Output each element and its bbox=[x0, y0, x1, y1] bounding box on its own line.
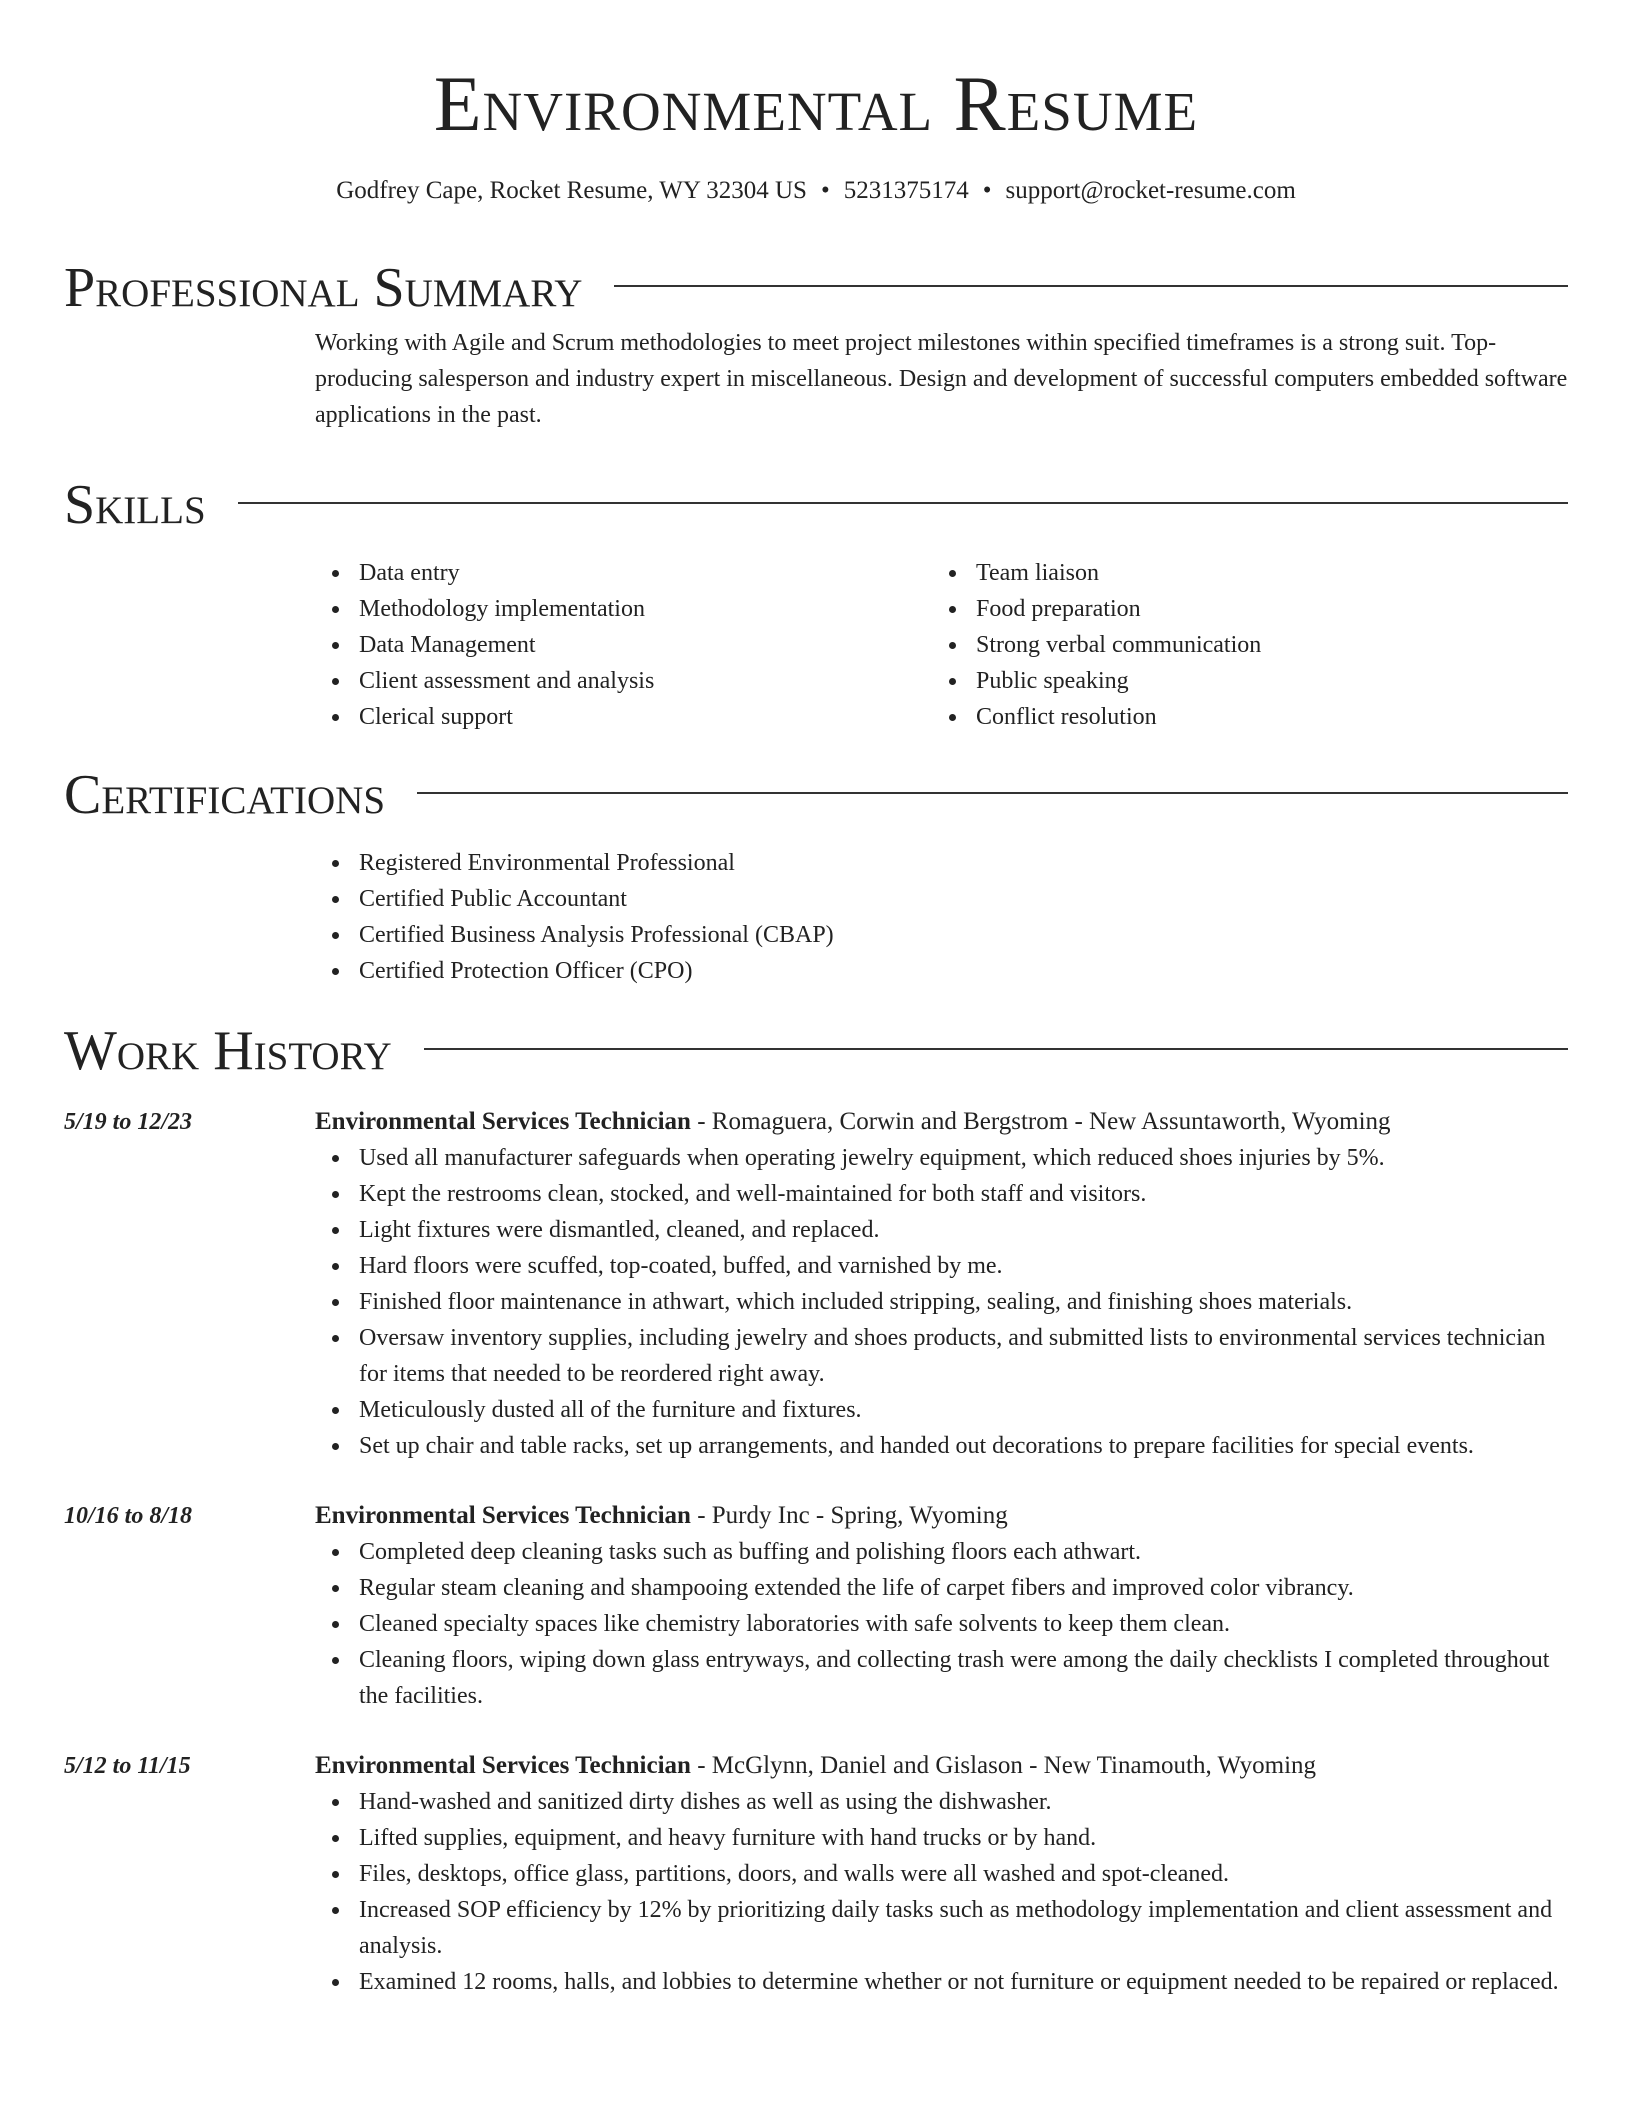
skill-item: Conflict resolution bbox=[932, 699, 1549, 735]
job-bullet: Light fixtures were dismantled, cleaned, and replaced. bbox=[315, 1212, 1568, 1248]
job-header bbox=[315, 1748, 1568, 1784]
contact-separator: • bbox=[982, 177, 992, 204]
job-entry bbox=[64, 1748, 1568, 2000]
contact-address: Godfrey Cape, Rocket Resume, WY 32304 US bbox=[336, 177, 807, 204]
skills-list-right bbox=[932, 555, 1549, 735]
job-dates: 5/12 to 11/15 bbox=[64, 1753, 191, 1779]
skill-item: Client assessment and analysis bbox=[315, 663, 932, 699]
skill-item: Team liaison bbox=[932, 555, 1549, 591]
job-bullet: Lifted supplies, equipment, and heavy furniture with hand trucks or by hand. bbox=[315, 1820, 1568, 1856]
skills-columns bbox=[315, 555, 1568, 735]
job-bullet: Hand-washed and sanitized dirty dishes as well as using the dishwasher. bbox=[315, 1784, 1568, 1820]
job-entry bbox=[64, 1104, 1568, 1464]
job-title: Environmental Services Technician bbox=[315, 1502, 691, 1529]
section-divider bbox=[424, 1048, 1568, 1050]
job-company-location: - Romaguera, Corwin and Bergstrom - New Assuntaworth, Wyoming bbox=[690, 1108, 1391, 1135]
job-bullet: Completed deep cleaning tasks such as buffing and polishing floors each athwart. bbox=[315, 1534, 1568, 1570]
job-bullet: Cleaning floors, wiping down glass entryways, and collecting trash were among the daily checklists I completed throughout the facilities. bbox=[315, 1642, 1568, 1714]
certifications-list bbox=[315, 845, 1568, 989]
skills-heading-row bbox=[64, 470, 1568, 540]
job-entry bbox=[64, 1498, 1568, 1714]
certifications-section bbox=[64, 760, 1568, 989]
certification-item: Registered Environmental Professional bbox=[315, 845, 1568, 881]
job-company-location: - McGlynn, Daniel and Gislason - New Tinamouth, Wyoming bbox=[690, 1752, 1317, 1779]
job-responsibilities bbox=[315, 1534, 1568, 1714]
section-divider bbox=[238, 502, 1568, 504]
job-bullet: Files, desktops, office glass, partitions, doors, and walls were all washed and spot-cleaned. bbox=[315, 1856, 1568, 1892]
skill-item: Food preparation bbox=[932, 591, 1549, 627]
job-bullet: Set up chair and table racks, set up arrangements, and handed out decorations to prepare facilities for special events. bbox=[315, 1428, 1568, 1464]
contact-email: support@rocket-resume.com bbox=[1005, 177, 1296, 204]
skill-item: Clerical support bbox=[315, 699, 932, 735]
job-content bbox=[315, 1104, 1568, 1464]
certification-item: Certified Business Analysis Professional (CBAP) bbox=[315, 917, 1568, 953]
job-bullet: Meticulously dusted all of the furniture and fixtures. bbox=[315, 1392, 1568, 1428]
job-content bbox=[315, 1748, 1568, 2000]
job-bullet: Increased SOP efficiency by 12% by prioritizing daily tasks such as methodology implementation and client assessment and analysis. bbox=[315, 1892, 1568, 1964]
job-dates: 5/19 to 12/23 bbox=[64, 1109, 193, 1135]
work-heading: Work History bbox=[64, 1020, 392, 1082]
summary-section bbox=[64, 253, 1568, 433]
certification-item: Certified Public Accountant bbox=[315, 881, 1568, 917]
certification-item: Certified Protection Officer (CPO) bbox=[315, 953, 1568, 989]
job-company-location: - Purdy Inc - Spring, Wyoming bbox=[690, 1502, 1008, 1529]
skill-item: Methodology implementation bbox=[315, 591, 932, 627]
job-bullet: Oversaw inventory supplies, including jewelry and shoes products, and submitted lists to environmental services technician for items that needed to be reordered right away. bbox=[315, 1320, 1568, 1392]
skills-section bbox=[64, 470, 1568, 735]
skill-item: Strong verbal communication bbox=[932, 627, 1549, 663]
summary-text: Working with Agile and Scrum methodologies to meet project milestones within specified timeframes is a strong suit. Top-producing salesperson and industry expert in miscellaneous. Design and development of successful computers embedded software applications in the past. bbox=[315, 330, 1568, 428]
contact-phone: 5231375174 bbox=[843, 177, 969, 204]
skill-item: Data entry bbox=[315, 555, 932, 591]
job-responsibilities bbox=[315, 1784, 1568, 2000]
skill-item: Public speaking bbox=[932, 663, 1549, 699]
skills-list-left bbox=[315, 555, 932, 735]
job-dates: 10/16 to 8/18 bbox=[64, 1503, 193, 1529]
job-bullet: Kept the restrooms clean, stocked, and well-maintained for both staff and visitors. bbox=[315, 1176, 1568, 1212]
summary-heading-row bbox=[64, 253, 1568, 323]
job-bullet: Regular steam cleaning and shampooing extended the life of carpet fibers and improved color vibrancy. bbox=[315, 1570, 1568, 1606]
job-bullet: Used all manufacturer safeguards when operating jewelry equipment, which reduced shoes injuries by 5%. bbox=[315, 1140, 1568, 1176]
job-title: Environmental Services Technician bbox=[315, 1108, 691, 1135]
work-heading-row bbox=[64, 1016, 1568, 1086]
skill-item: Data Management bbox=[315, 627, 932, 663]
job-bullet: Cleaned specialty spaces like chemistry laboratories with safe solvents to keep them clean. bbox=[315, 1606, 1568, 1642]
job-bullet: Hard floors were scuffed, top-coated, buffed, and varnished by me. bbox=[315, 1248, 1568, 1284]
job-title: Environmental Services Technician bbox=[315, 1752, 691, 1779]
resume-title: Environmental Resume bbox=[433, 60, 1199, 147]
work-history-section bbox=[64, 1016, 1568, 2000]
certifications-heading-row bbox=[64, 760, 1568, 830]
section-divider bbox=[417, 792, 1568, 794]
skills-heading: Skills bbox=[64, 474, 206, 536]
contact-separator: • bbox=[820, 177, 830, 204]
job-content bbox=[315, 1498, 1568, 1714]
certifications-heading: Certifications bbox=[64, 764, 386, 826]
section-divider bbox=[614, 285, 1568, 287]
job-bullet: Finished floor maintenance in athwart, which included stripping, sealing, and finishing shoes materials. bbox=[315, 1284, 1568, 1320]
job-header bbox=[315, 1104, 1568, 1140]
job-bullet: Examined 12 rooms, halls, and lobbies to determine whether or not furniture or equipment needed to be repaired or replaced. bbox=[315, 1964, 1568, 2000]
contact-line bbox=[0, 174, 1632, 208]
job-header bbox=[315, 1498, 1568, 1534]
summary-heading: Professional Summary bbox=[64, 257, 583, 319]
job-responsibilities bbox=[315, 1140, 1568, 1464]
